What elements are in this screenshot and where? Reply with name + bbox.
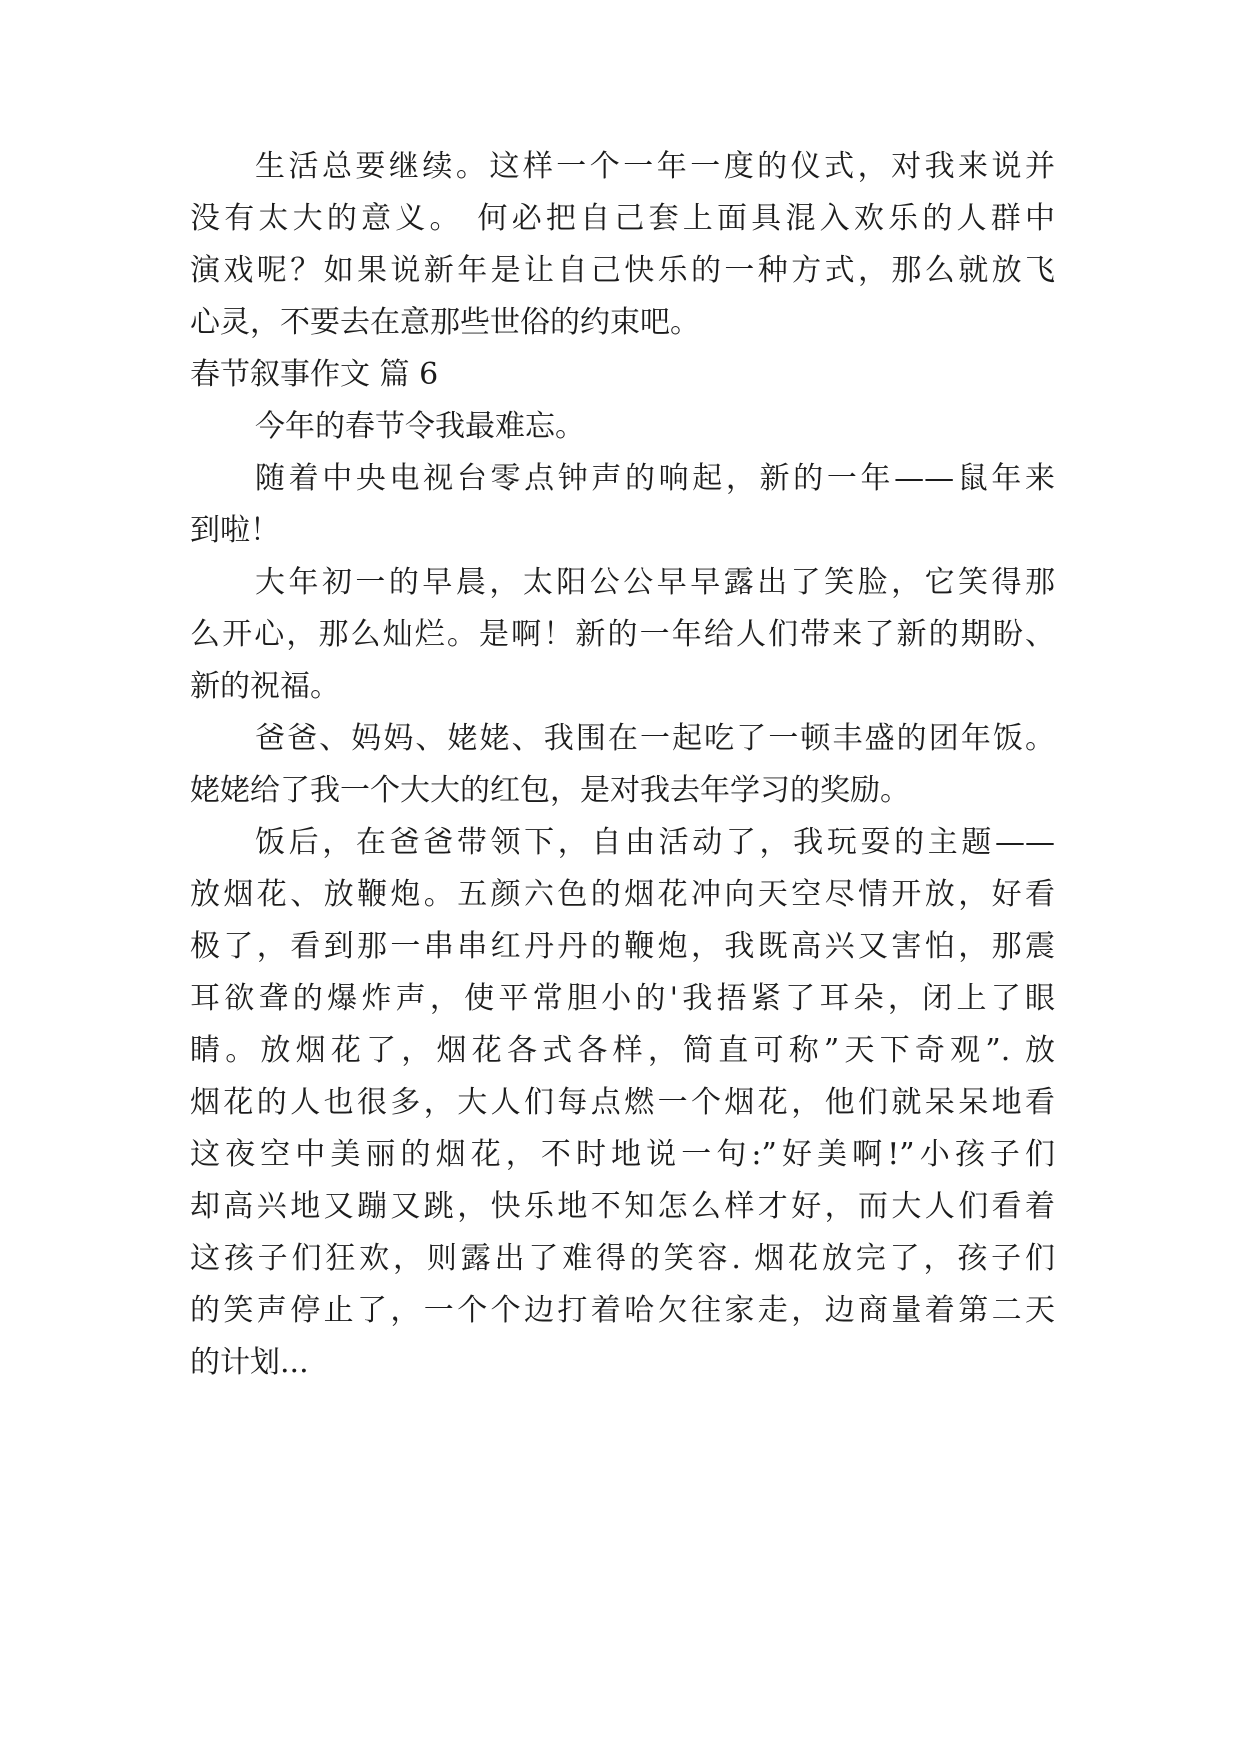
- text-line: 没有太大的意义。 何必把自己套上面具混入欢乐的人群中: [190, 201, 1055, 236]
- text-line: 极了，看到那一串串红丹丹的鞭炮，我既高兴又害怕，那震: [190, 929, 1055, 964]
- text-line: 么开心，那么灿烂。是啊！新的一年给人们带来了新的期盼、: [190, 617, 1055, 652]
- text-line: 睛。放烟花了，烟花各式各样，简直可称”天下奇观”. 放: [190, 1033, 1055, 1068]
- text-line: 心灵，不要去在意那些世俗的约束吧。: [190, 305, 700, 340]
- section-heading: 春节叙事作文 篇 6: [190, 357, 439, 392]
- text-line: 姥姥给了我一个大大的红包，是对我去年学习的奖励。: [190, 773, 910, 808]
- text-line: 今年的春节令我最难忘。: [255, 409, 585, 444]
- text-line: 烟花的人也很多，大人们每点燃一个烟花，他们就呆呆地看: [190, 1085, 1055, 1120]
- text-line: 新的祝福。: [190, 669, 340, 704]
- text-line: 这孩子们狂欢，则露出了难得的笑容. 烟花放完了，孩子们: [190, 1241, 1055, 1276]
- text-line: 放烟花、放鞭炮。五颜六色的烟花冲向天空尽情开放，好看: [190, 877, 1055, 912]
- text-line: 生活总要继续。这样一个一年一度的仪式，对我来说并: [255, 149, 1055, 184]
- text-line: 的笑声停止了，一个个边打着哈欠往家走，边商量着第二天: [190, 1293, 1055, 1328]
- text-line: 到啦！: [190, 513, 280, 548]
- text-line: 演戏呢？如果说新年是让自己快乐的一种方式，那么就放飞: [190, 253, 1055, 288]
- text-line: 却高兴地又蹦又跳，快乐地不知怎么样才好，而大人们看着: [190, 1189, 1055, 1224]
- text-line: 大年初一的早晨，太阳公公早早露出了笑脸，它笑得那: [255, 565, 1055, 600]
- text-line: 这夜空中美丽的烟花，不时地说一句:”好美啊!”小孩子们: [190, 1137, 1055, 1172]
- text-line: 耳欲聋的爆炸声，使平常胆小的'我捂紧了耳朵，闭上了眼: [190, 981, 1055, 1016]
- text-line: 随着中央电视台零点钟声的响起，新的一年——鼠年来: [255, 461, 1055, 496]
- text-line: 饭后，在爸爸带领下，自由活动了，我玩耍的主题——: [255, 825, 1055, 860]
- text-line: 的计划...: [190, 1345, 309, 1380]
- text-line: 爸爸、妈妈、姥姥、我围在一起吃了一顿丰盛的团年饭。: [255, 721, 1055, 756]
